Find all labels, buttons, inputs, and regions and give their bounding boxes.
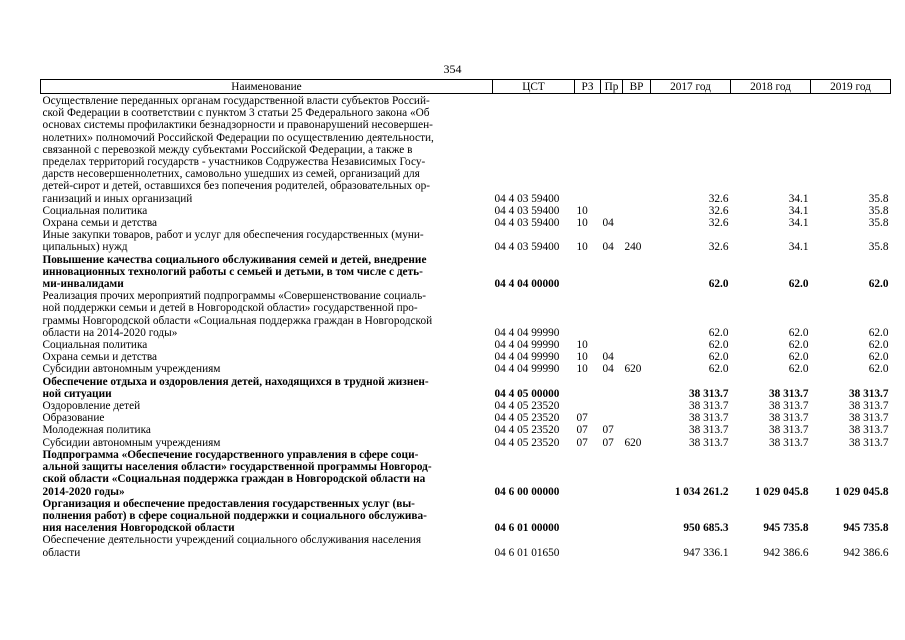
row-value-2017: 62.0 [708,339,729,352]
row-value-2018: 942 386.6 [763,546,809,559]
row-rz: 10 [576,204,588,217]
row-name: Охрана семьи и детства [42,217,158,230]
row-vr [623,290,651,339]
row-value-2018: 38 313.7 [768,436,809,449]
row-pr [601,205,623,217]
row-pr [601,254,623,291]
row-rz: 10 [576,241,588,254]
row-value-2019: 35.8 [868,241,889,254]
row-pr [601,94,623,205]
row-value-2017: 947 336.1 [683,546,729,559]
row-value-2017: 38 313.7 [688,424,729,437]
table-row [41,205,891,217]
table-row [41,449,891,498]
row-name: Иные закупки товаров, работ и услуг для обеспечения государственных (муни- ципальных) нужд [42,229,424,254]
row-rz [575,498,601,535]
table-body [41,94,891,559]
row-name: Организация и обеспечение предоставления государственных услуг (вы- полнения работ) в сфере социальной поддержки и социального обслужива- ния населения Новгородской области [42,497,427,535]
row-value-2019: 62.0 [868,351,889,364]
row-value-2019: 38 313.7 [848,436,889,449]
row-value-2018: 1 029 045.8 [754,485,809,498]
row-pr: 04 [602,351,614,364]
row-value-2018: 38 313.7 [768,424,809,437]
row-value-2018: 34.1 [788,241,809,254]
row-vr [623,449,651,498]
row-value-2018: 62.0 [788,351,809,364]
row-rz: 07 [576,436,588,449]
row-cst: 04 4 03 59400 [494,192,560,205]
table-row [41,339,891,351]
row-rz [575,400,601,412]
row-name: Субсидии автономным учреждениям [42,436,221,449]
row-cst: 04 6 01 01650 [494,546,560,559]
row-value-2018: 62.0 [788,278,809,291]
row-vr [623,351,651,363]
header-pr: Пр [601,80,623,94]
row-cst: 04 4 04 00000 [494,278,560,291]
table-row [41,534,891,558]
row-rz: 07 [576,412,588,425]
row-value-2017: 32.6 [708,241,729,254]
row-vr [623,205,651,217]
row-pr [601,376,623,400]
row-value-2018: 34.1 [788,204,809,217]
row-name: Обеспечение отдыха и оздоровления детей, находящихся в трудной жизнен- ной ситуации [42,375,429,400]
row-name: Социальная политика [42,339,148,352]
table-row [41,351,891,363]
row-value-2017: 38 313.7 [688,387,729,400]
row-pr: 04 [602,363,614,376]
row-value-2019: 62.0 [868,363,889,376]
row-cst: 04 6 01 00000 [494,522,560,535]
row-rz [575,94,601,205]
row-cst: 04 4 03 59400 [494,217,560,230]
row-value-2018: 945 735.8 [763,522,809,535]
row-rz [575,254,601,291]
row-pr [601,534,623,558]
row-rz: 10 [576,363,588,376]
table-row [41,437,891,449]
row-rz: 07 [576,424,588,437]
header-cst: ЦСТ [493,80,575,94]
row-vr [623,424,651,436]
row-rz [575,290,601,339]
row-value-2019: 942 386.6 [843,546,889,559]
row-value-2017: 38 313.7 [688,400,729,413]
header-vr: ВР [623,80,651,94]
table-row [41,290,891,339]
row-value-2019: 62.0 [868,339,889,352]
row-value-2018: 34.1 [788,217,809,230]
row-value-2018: 38 313.7 [768,387,809,400]
row-cst: 04 4 05 23520 [494,400,560,413]
row-pr: 04 [602,217,614,230]
header-2018: 2018 год [731,80,811,94]
row-vr [623,376,651,400]
row-vr: 240 [624,241,642,254]
budget-table [40,79,891,559]
table-row [41,400,891,412]
row-value-2019: 35.8 [868,217,889,230]
row-value-2017: 38 313.7 [688,412,729,425]
row-cst: 04 4 04 99990 [494,326,560,339]
row-pr: 04 [602,241,614,254]
row-cst: 04 4 05 23520 [494,412,560,425]
row-vr [623,498,651,535]
row-name: Субсидии автономным учреждениям [42,363,221,376]
row-rz: 10 [576,217,588,230]
row-cst: 04 4 03 59400 [494,241,560,254]
row-cst: 04 4 04 99990 [494,351,560,364]
row-value-2019: 38 313.7 [848,424,889,437]
row-rz: 10 [576,351,588,364]
row-name: Образование [42,412,105,425]
row-value-2017: 62.0 [708,363,729,376]
row-value-2018: 38 313.7 [768,400,809,413]
table-row [41,498,891,535]
row-value-2019: 1 029 045.8 [834,485,889,498]
row-value-2019: 38 313.7 [848,387,889,400]
row-value-2019: 38 313.7 [848,400,889,413]
row-name: Охрана семьи и детства [42,351,158,364]
row-cst: 04 4 04 99990 [494,339,560,352]
row-vr [623,339,651,351]
row-name: Обеспечение деятельности учреждений социального обслуживания населения области [42,534,422,559]
row-value-2019: 35.8 [868,192,889,205]
row-name: Реализация прочих мероприятий подпрограммы «Совершенствование социаль- ной поддержки семьи и детей в Новгородской области» государственной про- граммы Новгородской области «Социальная поддержка граждан в Новгородской области на 2014-2020 годы» [42,290,433,339]
table-row [41,376,891,400]
row-name: Осуществление переданных органам государственной власти субъектов Россий- ской Федерации в соответствии с пунктом 3 статьи 25 Федерального закона «Об основах системы профилактики безнадзорности и правонарушений несовершен- нолетних» полномочий Российской Федерации по осуществлению деятельности, связанной с перевозкой между субъектами Российской Федерации, а также в пределах территорий государств - участников Содружества Независимых Госу- дарств несовершеннолетних, самовольно ушедших из семей, организаций для детей-сирот и детей, оставшихся без попечения родителей, образовательных ор- ганизаций и иных организаций [42,95,434,205]
row-value-2017: 38 313.7 [688,436,729,449]
page-number: 354 [443,62,462,76]
header-rz: РЗ [575,80,601,94]
table-row [41,94,891,205]
row-value-2019: 945 735.8 [843,522,889,535]
table-row [41,363,891,375]
row-value-2017: 62.0 [708,351,729,364]
header-2017: 2017 год [651,80,731,94]
header-name: Наименование [41,80,493,94]
row-value-2017: 1 034 261.2 [674,485,729,498]
row-cst: 04 6 00 00000 [494,485,560,498]
row-rz [575,449,601,498]
row-value-2019: 38 313.7 [848,412,889,425]
header-2019: 2019 год [811,80,891,94]
table-row [41,254,891,291]
row-pr: 07 [602,424,614,437]
row-pr [601,449,623,498]
row-value-2017: 62.0 [708,326,729,339]
row-pr [601,412,623,424]
row-name: Повышение качества социального обслуживания семей и детей, внедрение инновационных технологий работы с семьей и детьми, в том числе с деть- ми-инвалидами [42,253,427,291]
row-value-2018: 62.0 [788,326,809,339]
row-value-2017: 32.6 [708,192,729,205]
row-name: Молодежная политика [42,424,151,437]
table-row [41,217,891,229]
row-value-2017: 950 685.3 [683,522,729,535]
row-vr: 620 [624,436,642,449]
table-row [41,229,891,253]
row-value-2018: 38 313.7 [768,412,809,425]
row-value-2017: 62.0 [708,278,729,291]
row-pr [601,498,623,535]
row-pr: 07 [602,436,614,449]
row-pr [601,400,623,412]
row-cst: 04 4 03 59400 [494,204,560,217]
row-cst: 04 4 05 23520 [494,424,560,437]
row-value-2018: 34.1 [788,192,809,205]
row-vr [623,400,651,412]
row-value-2019: 35.8 [868,204,889,217]
row-name: Подпрограмма «Обеспечение государственного управления в сфере соци- альной защиты населения области» государственной программы Новгород- ской области «Социальная поддержка граждан в Новгородской области на 2014-2020 годы» [42,448,432,498]
row-value-2017: 32.6 [708,204,729,217]
row-vr [623,217,651,229]
row-vr [623,534,651,558]
row-value-2017: 32.6 [708,217,729,230]
row-cst: 04 4 05 00000 [494,387,560,400]
row-pr [601,290,623,339]
row-pr [601,339,623,351]
row-name: Социальная политика [42,204,148,217]
row-name: Оздоровление детей [42,400,141,413]
row-cst: 04 4 04 99990 [494,363,560,376]
row-value-2019: 62.0 [868,326,889,339]
row-vr: 620 [624,363,642,376]
row-rz [575,376,601,400]
row-value-2019: 62.0 [868,278,889,291]
row-value-2018: 62.0 [788,339,809,352]
row-rz: 10 [576,339,588,352]
table-row [41,412,891,424]
row-value-2018: 62.0 [788,363,809,376]
table-header-row [41,80,891,94]
row-cst: 04 4 05 23520 [494,436,560,449]
row-vr [623,412,651,424]
row-rz [575,534,601,558]
row-vr [623,254,651,291]
row-vr [623,94,651,205]
table-row [41,424,891,436]
